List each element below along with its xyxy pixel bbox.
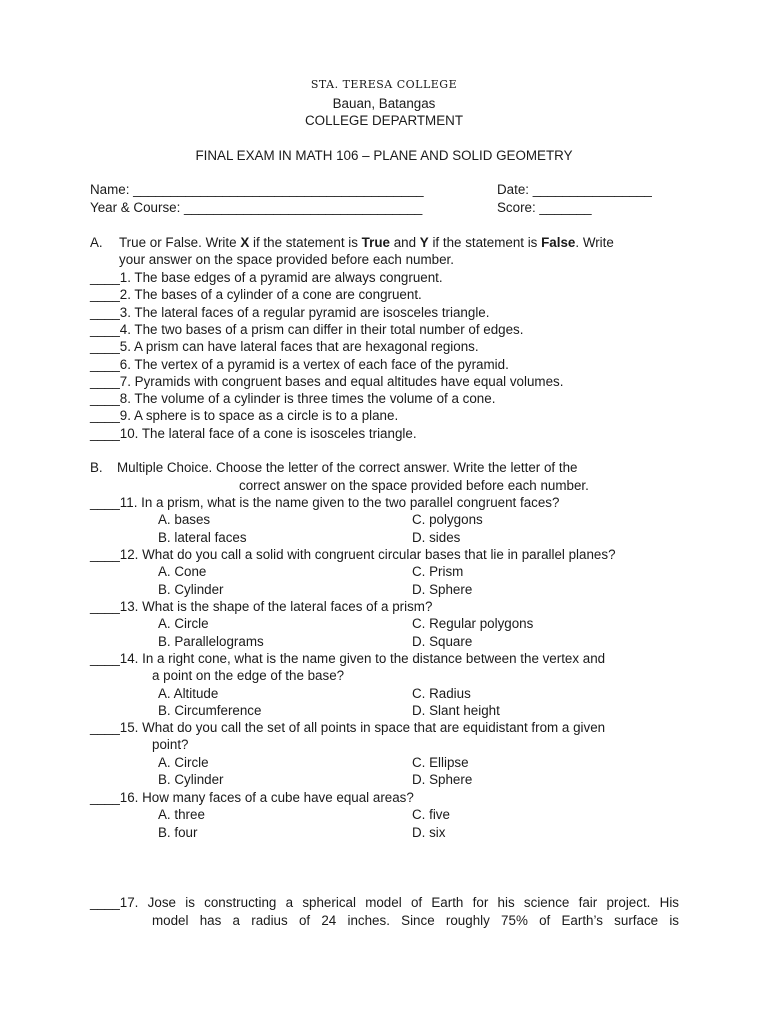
true-false-item: ____6. The vertex of a pyramid is a vertex of each face of the pyramid. [90,356,509,372]
mc-question-text: ____11. In a prism, what is the name given to the two parallel congruent faces? [90,495,560,510]
true-false-item: ____10. The lateral face of a cone is isosceles triangle. [90,425,417,441]
instr-text: if the statement is [432,235,538,250]
mc-option-d: D. Slant height [412,702,500,718]
true-false-item: ____5. A prism can have lateral faces that are hexagonal regions. [90,339,479,355]
school-name: STA. TERESA COLLEGE [310,78,458,91]
mc-option-c: C. Radius [412,685,471,701]
false-word: False [541,235,576,250]
mc-option-a: A. Altitude [158,685,219,701]
true-false-item: ____2. The bases of a cylinder of a cone are congruent. [90,287,422,303]
mc-option-a: A. Circle [158,754,209,770]
true-false-item: ____3. The lateral faces of a regular pyramid are isosceles triangle. [90,304,490,320]
part-b-label: B. [90,460,103,475]
score-field[interactable]: Score: _______ [497,200,592,215]
instr-text: . Write [575,235,614,250]
mc-question-text: a point on the edge of the base? [152,668,345,684]
mc-option-b: B. four [158,824,198,840]
year-course-field[interactable]: Year & Course: ________________________________ [90,200,423,215]
mc-option-b: B. Cylinder [158,771,224,787]
mc-option-c: C. polygons [412,512,483,528]
part-a-label: A. [90,235,103,250]
question-17-line2 [152,913,679,928]
mc-question-text: ____13. What is the shape of the lateral faces of a prism? [90,599,433,614]
mc-option-a: A. bases [158,512,211,528]
mc-option-b: B. Circumference [158,702,262,718]
part-a-instructions-line2: your answer on the space provided before each number. [119,252,454,267]
mc-option-d: D. sides [412,529,461,545]
part-a-instructions [119,235,614,250]
mc-option-a: A. Cone [158,564,207,580]
mc-option-d: D. Square [412,633,473,649]
mc-option-b: B. Cylinder [158,581,224,597]
true-false-item: ____7. Pyramids with congruent bases and equal altitudes have equal volumes. [90,373,564,389]
true-false-item: ____1. The base edges of a pyramid are always congruent. [90,270,443,285]
question-text: model has a radius of 24 inches. Since roughly 75% of Earth’s surface is [152,913,679,928]
department-name: COLLEGE DEPARTMENT [305,113,463,128]
mc-question-text: ____15. What do you call the set of all points in space that are equidistant from a given [90,720,606,735]
part-b-instructions: Multiple Choice. Choose the letter of the correct answer. Write the letter of the [117,460,578,475]
exam-title: FINAL EXAM IN MATH 106 – PLANE AND SOLID GEOMETRY [195,148,573,163]
mc-question-text: ____14. In a right cone, what is the name given to the distance between the vertex and [90,651,606,666]
mc-option-a: A. Circle [158,616,209,632]
mc-option-d: D. Sphere [412,771,473,787]
question-text: ____17. Jose is constructing a spherical model of Earth for his science fair project. His [90,895,679,910]
mc-option-c: C. five [412,807,450,823]
part-b-instructions-line2: correct answer on the space provided before each number. [239,478,589,493]
mc-option-d: D. six [412,824,446,840]
mc-option-c: C. Prism [412,564,464,580]
instr-text: and [393,235,417,250]
instr-text: True or False. Write [119,235,237,250]
mc-option-b: B. lateral faces [158,529,247,545]
true-false-item: ____8. The volume of a cylinder is three times the volume of a cone. [90,391,496,407]
true-false-item: ____9. A sphere is to space as a circle is to a plane. [90,408,399,424]
true-word: True [361,235,390,250]
mc-option-c: C. Ellipse [412,754,469,770]
mc-option-c: C. Regular polygons [412,616,534,632]
question-17-line1 [90,895,679,910]
mc-option-d: D. Sphere [412,581,473,597]
mc-option-b: B. Parallelograms [158,633,264,649]
name-field[interactable]: Name: _______________________________________ [90,182,424,197]
school-location: Bauan, Batangas [332,96,436,111]
mc-question-text: point? [152,737,189,753]
instr-text: if the statement is [252,235,358,250]
mc-option-a: A. three [158,807,205,823]
mc-question-text: ____12. What do you call a solid with congruent circular bases that lie in parallel planes? [90,547,616,562]
mc-question-text: ____16. How many faces of a cube have equal areas? [90,790,414,805]
x-marker: X [240,235,250,250]
y-marker: Y [419,235,429,250]
date-field[interactable]: Date: ________________ [497,182,652,197]
true-false-item: ____4. The two bases of a prism can differ in their total number of edges. [90,321,524,337]
